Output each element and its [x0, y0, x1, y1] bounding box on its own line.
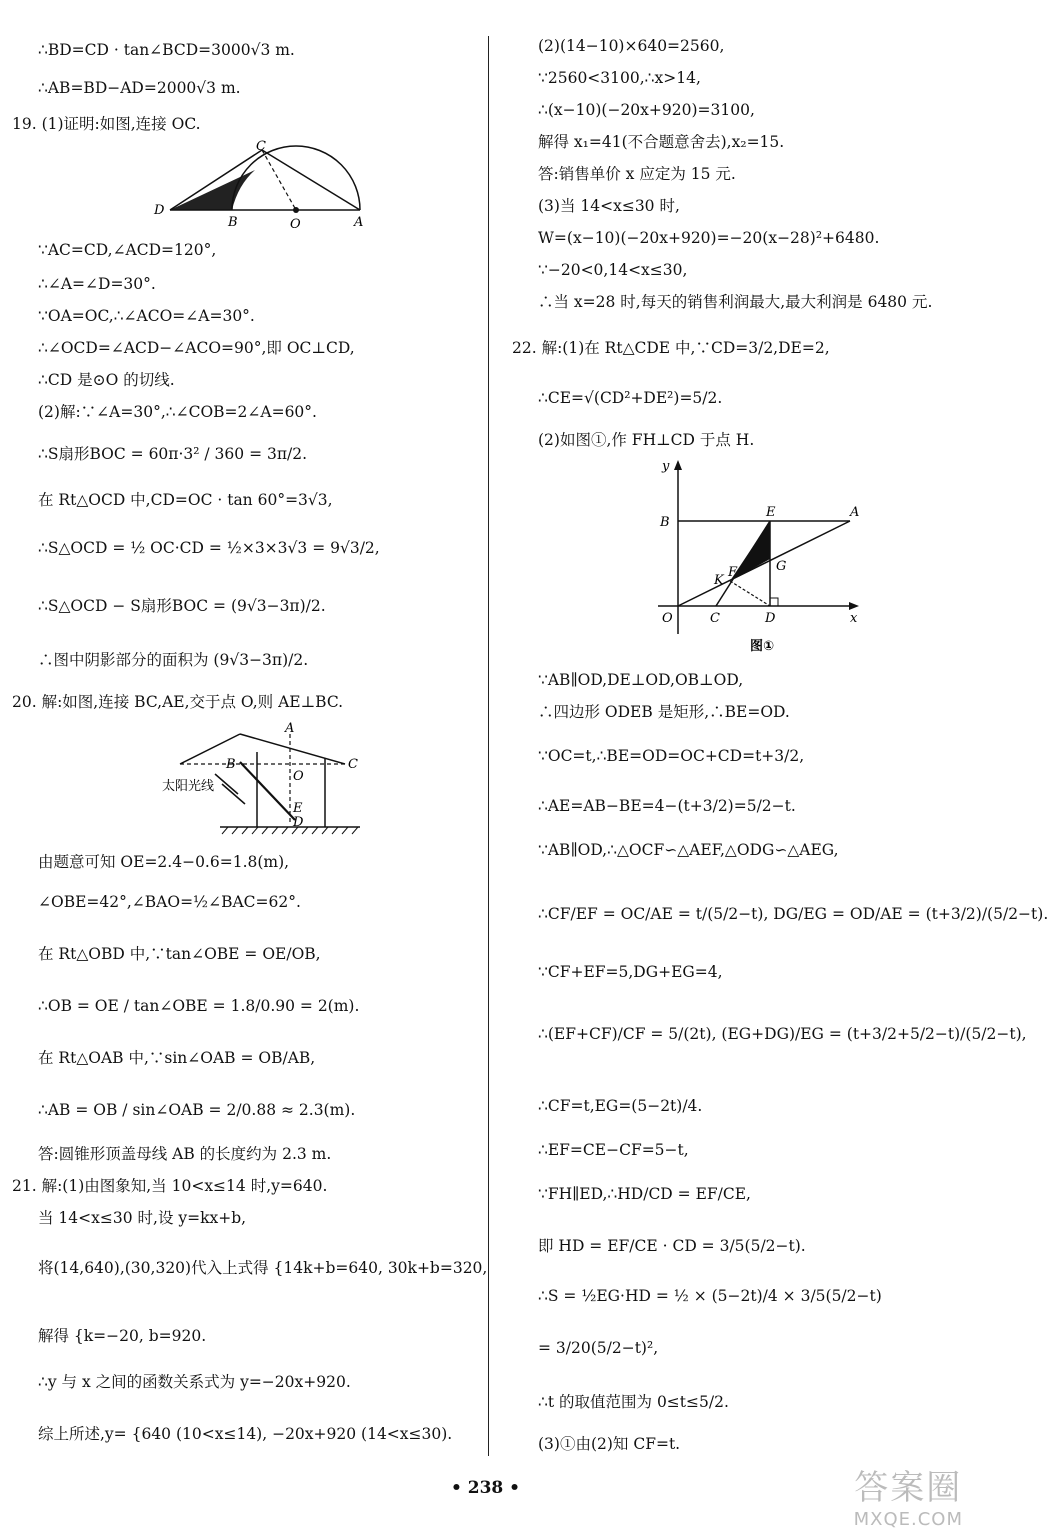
- label-c: C: [256, 139, 266, 154]
- text-line: ∠OBE=42°,∠BAO=½∠BAC=62°.: [38, 893, 301, 911]
- label-a: A: [850, 505, 860, 520]
- segment-oc: [262, 150, 296, 210]
- text-line: ∴OB = OE / tan∠OBE = 1.8/0.90 = 2(m).: [38, 997, 360, 1015]
- ray-bd: [240, 762, 295, 820]
- label-d: D: [293, 815, 304, 830]
- text-line: (2)(14−10)×640=2560,: [538, 37, 725, 55]
- y-axis-arrow: [674, 460, 682, 470]
- text-line: 答:圆锥形顶盖母线 AB 的长度约为 2.3 m.: [38, 1145, 332, 1163]
- text-line: ∵AC=CD,∠ACD=120°,: [38, 241, 217, 259]
- watermark-bottom: MXQE.COM: [853, 1509, 963, 1530]
- figure-22-coordinate: [650, 456, 865, 656]
- text-line: ∵CF+EF=5,DG+EG=4,: [538, 963, 723, 981]
- text-line: ∵FH∥ED,∴HD/CD = EF/CE,: [538, 1185, 751, 1203]
- text-line: 解得 x₁=41(不合题意舍去),x₂=15.: [538, 133, 785, 151]
- text-line: ∴S = ½EG·HD = ½ × (5−2t)/4 × 3/5(5/2−t): [538, 1287, 882, 1305]
- text-line: 将(14,640),(30,320)代入上式得 {14k+b=640, 30k+b=320,: [38, 1259, 488, 1277]
- text-line: 21. 解:(1)由图象知,当 10<x≤14 时,y=640.: [12, 1177, 328, 1195]
- dashed-kd: [730, 581, 770, 606]
- figure-20-cone-roof: [160, 722, 370, 840]
- label-b: B: [228, 215, 238, 230]
- label-y: y: [662, 459, 670, 474]
- text-line: ∴(x−10)(−20x+920)=3100,: [538, 101, 755, 119]
- label-d: D: [765, 611, 776, 626]
- text-line: ∵OA=OC,∴∠ACO=∠A=30°.: [38, 307, 255, 325]
- text-line: 综上所述,y= {640 (10<x≤14), −20x+920 (14<x≤30).: [38, 1425, 453, 1443]
- text-line: ∴S△OCD = ½ OC·CD = ½×3×3√3 = 9√3/2,: [38, 539, 380, 557]
- segment-ca: [262, 150, 360, 210]
- label-d: D: [154, 203, 165, 218]
- text-line: ∴图中阴影部分的面积为 (9√3−3π)/2.: [38, 651, 309, 669]
- text-line: ∵OC=t,∴BE=OD=OC+CD=t+3/2,: [538, 747, 805, 765]
- text-line: (2)解:∵∠A=30°,∴∠COB=2∠A=60°.: [38, 403, 317, 421]
- text-line: ∴AB=BD−AD=2000√3 m.: [38, 79, 241, 97]
- text-line: 在 Rt△OBD 中,∵tan∠OBE = OE/OB,: [38, 945, 321, 963]
- text-line: = 3/20(5/2−t)²,: [538, 1339, 659, 1357]
- semicircle-arc: [232, 146, 360, 210]
- text-line: ∴AB = OB / sin∠OAB = 2/0.88 ≈ 2.3(m).: [38, 1101, 356, 1119]
- text-line: ∴S△OCD − S扇形BOC = (9√3−3π)/2.: [38, 597, 326, 615]
- text-line: 即 HD = EF/CE · CD = 3/5(5/2−t).: [538, 1237, 806, 1255]
- label-e: E: [293, 801, 303, 816]
- label-e: E: [766, 505, 776, 520]
- text-line: ∴四边形 ODEB 是矩形,∴BE=OD.: [538, 703, 790, 721]
- figure-19-semicircle: [150, 140, 370, 232]
- text-line: ∴EF=CE−CF=5−t,: [538, 1141, 689, 1159]
- label-c: C: [710, 611, 720, 626]
- text-line: ∴CE=√(CD²+DE²)=5/2.: [538, 389, 723, 407]
- text-line: ∵2560<3100,∴x>14,: [538, 69, 701, 87]
- label-o: O: [662, 611, 673, 626]
- text-line: (3)当 14<x≤30 时,: [538, 197, 680, 215]
- text-line: ∴CF/EF = OC/AE = t/(5/2−t), DG/EG = OD/AE = (t+3/2)/(5/2−t).: [538, 905, 1048, 923]
- label-o: O: [290, 217, 301, 232]
- center-point: [293, 207, 299, 213]
- sunlight-label: 太阳光线: [162, 779, 215, 794]
- text-line: ∵AB∥OD,∴△OCF∽△AEF,△ODG∽△AEG,: [538, 841, 839, 859]
- x-axis-arrow: [849, 602, 859, 610]
- label-x: x: [850, 611, 858, 626]
- sun-ray-2: [222, 784, 245, 804]
- text-line: ∴y 与 x 之间的函数关系式为 y=−20x+920.: [38, 1373, 351, 1391]
- watermark-logo: [854, 1460, 963, 1530]
- label-b: B: [226, 757, 236, 772]
- sun-ray-1: [215, 774, 238, 794]
- text-line: ∴(EF+CF)/CF = 5/(2t), (EG+DG)/EG = (t+3/2+5/2−t)/(5/2−t),: [538, 1025, 1027, 1043]
- text-line: ∴AE=AB−BE=4−(t+3/2)=5/2−t.: [538, 797, 796, 815]
- text-line: ∵AB∥OD,DE⊥OD,OB⊥OD,: [538, 671, 744, 689]
- text-line: 19. (1)证明:如图,连接 OC.: [12, 115, 201, 133]
- roof-right: [240, 734, 345, 764]
- label-b: B: [660, 515, 670, 530]
- text-line: ∴CD 是⊙O 的切线.: [38, 371, 175, 389]
- text-line: ∴∠A=∠D=30°.: [38, 275, 156, 293]
- label-c: C: [348, 757, 358, 772]
- text-line: ∴∠OCD=∠ACD−∠ACO=90°,即 OC⊥CD,: [38, 339, 355, 357]
- label-k: K: [714, 573, 724, 588]
- text-line: ∵−20<0,14<x≤30,: [538, 261, 688, 279]
- text-line: ∴t 的取值范围为 0≤t≤5/2.: [538, 1393, 729, 1411]
- text-line: ∴CF=t,EG=(5−2t)/4.: [538, 1097, 703, 1115]
- text-line: 由题意可知 OE=2.4−0.6=1.8(m),: [38, 853, 290, 871]
- text-line: ∴当 x=28 时,每天的销售利润最大,最大利润是 6480 元.: [538, 293, 933, 311]
- column-divider: [488, 36, 489, 1456]
- label-o: O: [293, 769, 304, 784]
- text-line: (3)①由(2)知 CF=t.: [538, 1435, 681, 1453]
- text-line: 当 14<x≤30 时,设 y=kx+b,: [38, 1209, 247, 1227]
- text-line: (2)如图①,作 FH⊥CD 于点 H.: [538, 431, 755, 449]
- label-f: F: [728, 565, 738, 580]
- text-line: W=(x−10)(−20x+920)=−20(x−28)²+6480.: [538, 229, 880, 247]
- text-line: 解得 {k=−20, b=920.: [38, 1327, 207, 1345]
- text-line: 答:销售单价 x 应定为 15 元.: [538, 165, 736, 183]
- label-g: G: [776, 559, 787, 574]
- text-line: 在 Rt△OAB 中,∵sin∠OAB = OB/AB,: [38, 1049, 316, 1067]
- label-a: A: [285, 721, 295, 736]
- text-line: ∴BD=CD · tan∠BCD=3000√3 m.: [38, 41, 295, 59]
- page-number: • 238 •: [450, 1478, 521, 1498]
- figure-caption: 图①: [750, 639, 775, 654]
- ground-hatch: [222, 827, 358, 834]
- text-line: 在 Rt△OCD 中,CD=OC · tan 60°=3√3,: [38, 491, 333, 509]
- right-angle-d: [770, 598, 778, 606]
- watermark-top: 答案圈: [854, 1468, 963, 1508]
- label-a: A: [354, 215, 364, 230]
- text-line: ∴S扇形BOC = 60π·3² / 360 = 3π/2.: [38, 445, 308, 463]
- text-line: 20. 解:如图,连接 BC,AE,交于点 O,则 AE⊥BC.: [12, 693, 344, 711]
- text-line: 22. 解:(1)在 Rt△CDE 中,∵CD=3/2,DE=2,: [512, 339, 830, 357]
